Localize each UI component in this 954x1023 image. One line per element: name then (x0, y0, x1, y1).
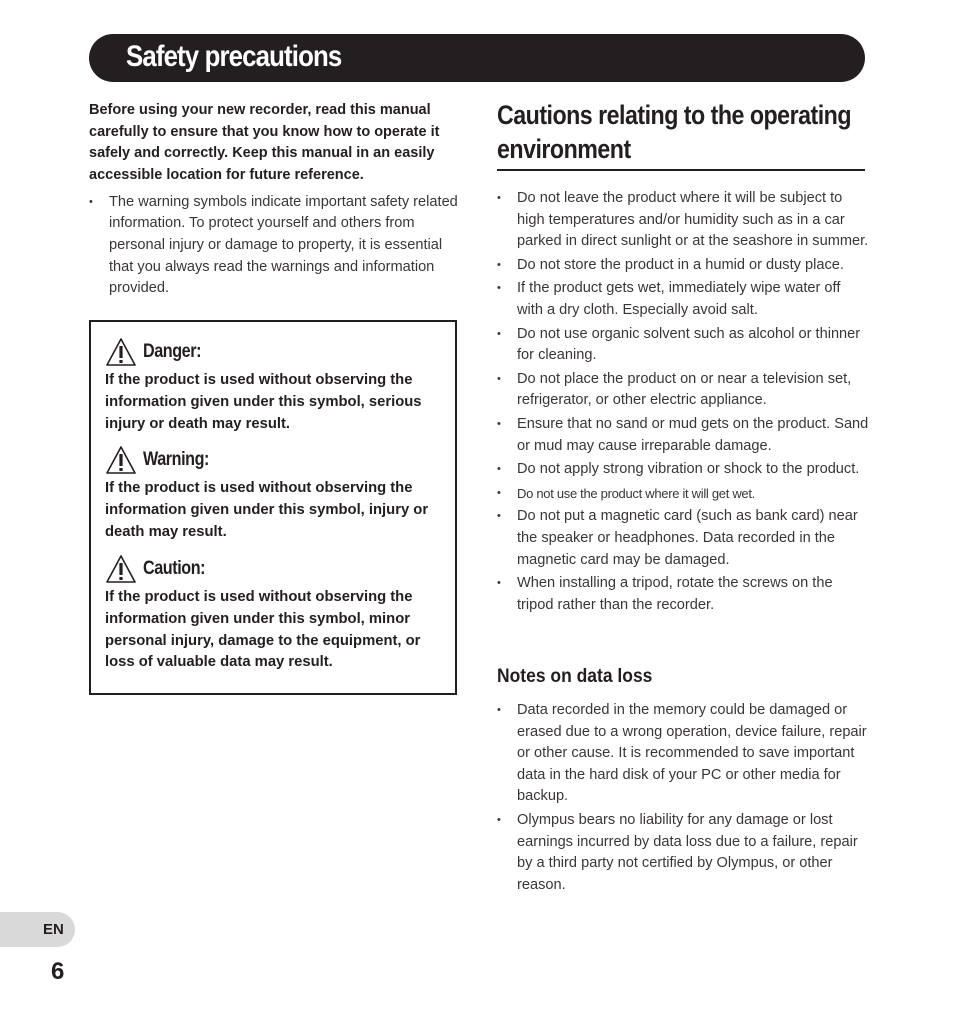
danger-block (105, 336, 445, 435)
warning-triangle-icon (105, 554, 137, 584)
list-item: • Data recorded in the memory could be damaged or erased due to a wrong operation, device failure, repair or other cause. It is recommended to save important data in the hard disk of your PC or other media for backup. (497, 700, 869, 808)
warning-label: Warning: (143, 449, 209, 470)
page-number: 6 (51, 958, 65, 985)
list-item: • If the product gets wet, immediately wipe water off with a dry cloth. Especially avoid salt. (497, 278, 869, 321)
warning-text: If the product is used without observing the information given under this symbol, injury or death may result. (105, 480, 429, 540)
environment-heading: Cautions relating to the operating environment (497, 100, 851, 164)
warning-symbols-box (89, 320, 457, 695)
list-item: • Do not store the product in a humid or dusty place. (497, 255, 869, 277)
list-item: • Do not place the product on or near a television set, refrigerator, or other electric appliance. (497, 369, 869, 412)
caution-text: If the product is used without observing the information given under this symbol, minor personal injury, damage to the equipment, or loss of valuable data may result. (105, 589, 421, 671)
warning-block (105, 444, 445, 543)
list-item: • Olympus bears no liability for any damage or lost earnings incurred by data loss due to a failure, repair by a third party not certified by Olympus, or other reason. (497, 810, 869, 896)
warning-triangle-icon (105, 337, 137, 367)
warning-triangle-icon (105, 445, 137, 475)
caution-block (105, 553, 445, 674)
list-item: • Do not leave the product where it will be subject to high temperatures and/or humidity such as in a car parked in direct sunlight or at the seashore in summer. (497, 188, 869, 253)
data-loss-heading: Notes on data loss (497, 666, 653, 687)
danger-label: Danger: (143, 341, 202, 362)
list-item: • Ensure that no sand or mud gets on the product. Sand or mud may cause irreparable damage. (497, 414, 869, 457)
language-tab (0, 912, 75, 947)
intro-bullets (89, 192, 459, 300)
list-item: • Do not use organic solvent such as alcohol or thinner for cleaning. (497, 324, 869, 367)
danger-text: If the product is used without observing the information given under this symbol, serious injury or death may result. (105, 372, 422, 432)
list-item: • Do not use the product where it will get wet. (497, 483, 869, 505)
caution-label: Caution: (143, 558, 206, 579)
list-item: • When installing a tripod, rotate the screws on the tripod rather than the recorder. (497, 573, 869, 616)
title-bar (89, 34, 865, 82)
page-title: Safety precautions (126, 40, 342, 73)
environment-list (497, 188, 869, 618)
language-label: EN (43, 921, 64, 938)
list-item: • Do not apply strong vibration or shock to the product. (497, 459, 869, 481)
list-item: • The warning symbols indicate important safety related information. To protect yourself and others from personal injury or damage to property, it is essential that you always read the warnings and information provided. (89, 192, 459, 300)
heading-divider (497, 169, 865, 171)
list-item: • Do not put a magnetic card (such as bank card) near the speaker or headphones. Data recorded in the magnetic card may be damaged. (497, 506, 869, 571)
data-loss-list (497, 700, 869, 898)
intro-section (89, 100, 459, 300)
intro-text: Before using your new recorder, read this manual carefully to ensure that you know how to operate it safely and correctly. Keep this manual in an easily accessible location for future reference. (89, 102, 440, 184)
environment-heading-wrap (497, 98, 869, 166)
